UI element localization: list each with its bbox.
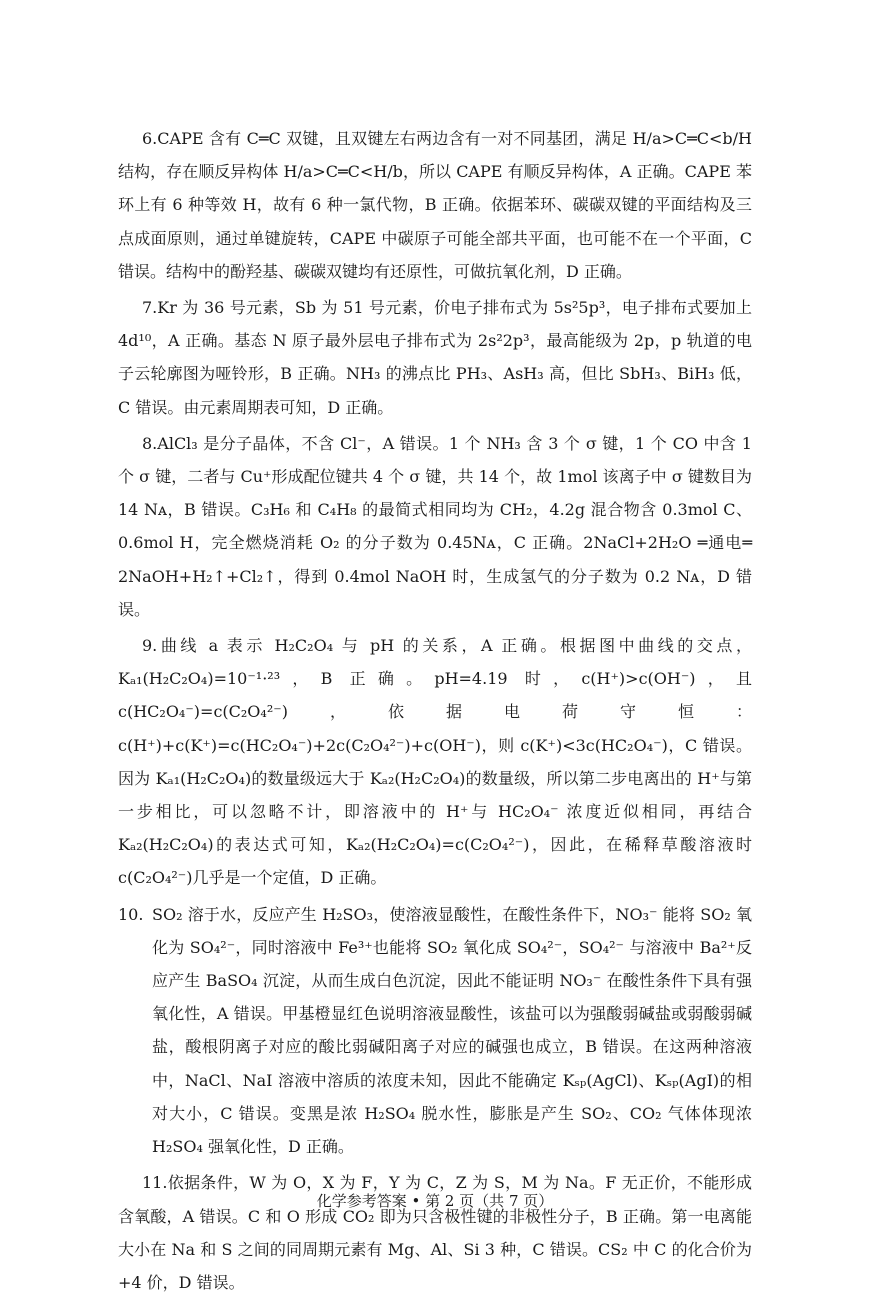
answer-item-6 [118,122,752,288]
answer-item-10 [118,898,752,1164]
answer-number: 7. [142,298,158,318]
answer-text: AlCl₃ 是分子晶体，不含 Cl⁻，A 错误。1 个 NH₃ 含 3 个 σ 键，1 个 CO 中含 1 个 σ 键，二者与 Cu⁺形成配位键共 4 个 σ 键，共 14 个，故 1mol 该离子中 σ 键数目为 14 Nᴀ，B 错误。C₃H₆ 和 C₄H₈ 的最简式相同均为 CH₂，4.2g 混合物含 0.3mol C、0.6mol H，完全燃烧消耗 O₂ 的分子数为 0.45Nᴀ，C 正确。2NaCl+2H₂O ═通电═ 2NaOH+H₂↑+Cl₂↑，得到 0.4mol NaOH 时，生成氢气的分子数为 0.2 Nᴀ，D 错误。 [118,433,752,619]
answer-text: Kr 为 36 号元素，Sb 为 51 号元素，价电子排布式为 5s²5p³，电子排布式要加上 4d¹⁰，A 正确。基态 N 原子最外层电子排布式为 2s²2p³，最高能级为 2p，p 轨道的电子云轮廓图为哑铃形，B 正确。NH₃ 的沸点比 PH₃、AsH₃ 高，但比 SbH₃、BiH₃ 低，C 错误。由元素周期表可知，D 正确。 [118,298,752,417]
answer-number: 11. [142,1173,168,1193]
page-footer: 化学参考答案 • 第 2 页（共 7 页） [316,1192,554,1210]
answer-number: 6. [142,129,158,148]
answer-item-9 [118,629,752,895]
answer-text: 曲线 a 表示 H₂C₂O₄ 与 pH 的关系，A 正确。根据图中曲线的交点，Kₐ₁(H₂C₂O₄)=10⁻¹·²³，B 正确。pH=4.19 时，c(H⁺)>c(OH⁻)，且 c(HC₂O₄⁻)=c(C₂O₄²⁻)，依据电荷守恒：c(H⁺)+c(K⁺)=c(HC₂O₄⁻)+2c(C₂O₄²⁻)+c(OH⁻)，则 c(K⁺)<3c(HC₂O₄⁻)，C 错误。因为 Kₐ₁(H₂C₂O₄)的数量级远大于 Kₐ₂(H₂C₂O₄)的数量级，所以第二步电离出的 H⁺与第一步相比，可以忽略不计，即溶液中的 H⁺与 HC₂O₄⁻ 浓度近似相同，再结合 Kₐ₂(H₂C₂O₄)的表达式可知，Kₐ₂(H₂C₂O₄)=c(C₂O₄²⁻)，因此，在稀释草酸溶液时 c(C₂O₄²⁻)几乎是一个定值，D 正确。 [118,636,752,888]
answer-item-8 [118,427,752,626]
answer-item-11 [118,1166,752,1299]
answer-text: CAPE 含有 C═C 双键，且双键左右两边含有一对不同基团，满足 H/a>C═C<b/H 结构，存在顺反异构体 H/a>C═C<H/b，所以 CAPE 有顺反异构体，A 正确。CAPE 苯环上有 6 种等效 H，故有 6 种一氯代物，B 正确。依据苯环、碳碳双键的平面结构及三点成面原则，通过单键旋转，CAPE 中碳原子可能全部共平面，也可能不在一个平面，C 错误。结构中的酚羟基、碳碳双键均有还原性，可做抗氧化剂，D 正确。 [118,129,752,281]
answer-number: 9. [142,636,158,656]
answer-list [118,122,752,1302]
answer-text: 依据条件，W 为 O，X 为 F，Y 为 C，Z 为 S，M 为 Na。F 无正价，不能形成含氧酸，A 错误。C 和 O 形成 CO₂ 即为只含极性键的非极性分子，B 正确。第一电离能大小在 Na 和 S 之间的同周期元素有 Mg、Al、Si 3 种，C 错误。CS₂ 中 C 的化合价为+4 价，D 错误。 [118,1173,752,1292]
answer-text: SO₂ 溶于水，反应产生 H₂SO₃，使溶液显酸性，在酸性条件下，NO₃⁻ 能将 SO₂ 氧化为 SO₄²⁻，同时溶液中 Fe³⁺也能将 SO₂ 氧化成 SO₄²⁻，SO₄²⁻ 与溶液中 Ba²⁺反应产生 BaSO₄ 沉淀，从而生成白色沉淀，因此不能证明 NO₃⁻ 在酸性条件下具有强氧化性，A 错误。甲基橙显红色说明溶液显酸性，该盐可以为强酸弱碱盐或弱酸弱碱盐，酸根阴离子对应的酸比弱碱阳离子对应的碱强也成立，B 错误。在这两种溶液中，NaCl、NaI 溶液中溶质的浓度未知，因此不能确定 Kₛₚ(AgCl)、Kₛₚ(AgI)的相对大小，C 错误。变黑是浓 H₂SO₄ 脱水性，膨胀是产生 SO₂、CO₂ 气体体现浓 H₂SO₄ 强氧化性，D 正确。 [152,904,752,1157]
answer-item-7 [118,291,752,424]
answer-number: 8. [142,433,158,453]
answer-number: 10. [118,904,144,924]
